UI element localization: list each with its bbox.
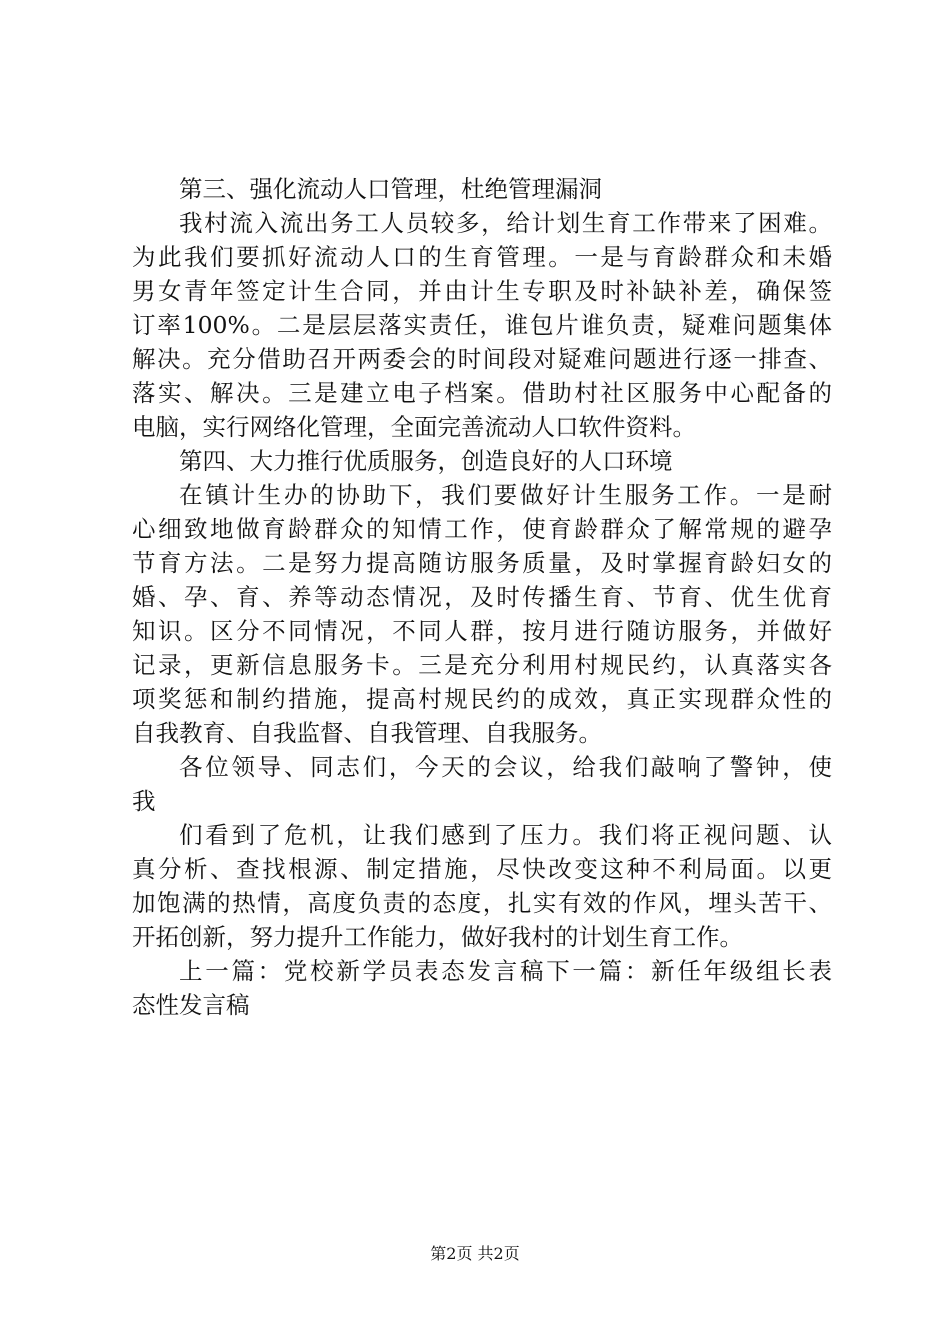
paragraph-line: 解决。充分借助召开两委会的时间段对疑难问题进行逐一排查、: [132, 345, 832, 373]
paragraph-line: 我: [132, 787, 156, 815]
paragraph-line: 订率100%。二是层层落实责任，谁包片谁负责，疑难问题集体: [132, 311, 832, 339]
paragraph-line: 加饱满的热情，高度负责的态度，扎实有效的作风，埋头苦干、: [132, 889, 832, 917]
prev-next-links-line[interactable]: 上一篇：党校新学员表态发言稿下一篇：新任年级组长表: [179, 957, 832, 985]
section-heading-four: 第四、大力推行优质服务，创造良好的人口环境: [179, 447, 673, 475]
paragraph-line: 婚、孕、育、养等动态情况，及时传播生育、节育、优生优育: [132, 583, 832, 611]
paragraph-line: 自我教育、自我监督、自我管理、自我服务。: [132, 719, 602, 747]
page-number-footer: 第2页 共2页: [430, 1244, 520, 1263]
paragraph-line: 项奖惩和制约措施，提高村规民约的成效，真正实现群众性的: [132, 685, 832, 713]
paragraph-line: 男女青年签定计生合同，并由计生专职及时补缺补差，确保签: [132, 277, 832, 305]
paragraph-line: 真分析、查找根源、制定措施，尽快改变这种不利局面。以更: [132, 855, 832, 883]
paragraph-line: 落实、解决。三是建立电子档案。借助村社区服务中心配备的: [132, 379, 832, 407]
paragraph-line: 们看到了危机，让我们感到了压力。我们将正视问题、认: [179, 821, 832, 849]
prev-next-links-line[interactable]: 态性发言稿: [132, 991, 250, 1019]
paragraph-line: 我村流入流出务工人员较多，给计划生育工作带来了困难。: [179, 209, 832, 237]
paragraph-line: 电脑，实行网络化管理，全面完善流动人口软件资料。: [132, 413, 696, 441]
paragraph-line: 知识。区分不同情况，不同人群，按月进行随访服务，并做好: [132, 617, 832, 645]
paragraph-line: 各位领导、同志们，今天的会议，给我们敲响了警钟，使: [179, 753, 832, 781]
paragraph-line: 为此我们要抓好流动人口的生育管理。一是与育龄群众和未婚: [132, 243, 832, 271]
paragraph-line: 心细致地做育龄群众的知情工作，使育龄群众了解常规的避孕: [132, 515, 832, 543]
paragraph-line: 节育方法。二是努力提高随访服务质量，及时掌握育龄妇女的: [132, 549, 832, 577]
paragraph-line: 开拓创新，努力提升工作能力，做好我村的计划生育工作。: [132, 923, 743, 951]
paragraph-line: 记录，更新信息服务卡。三是充分利用村规民约，认真落实各: [132, 651, 832, 679]
paragraph-line: 在镇计生办的协助下，我们要做好计生服务工作。一是耐: [179, 481, 832, 509]
section-heading-three: 第三、强化流动人口管理，杜绝管理漏洞: [179, 175, 602, 203]
